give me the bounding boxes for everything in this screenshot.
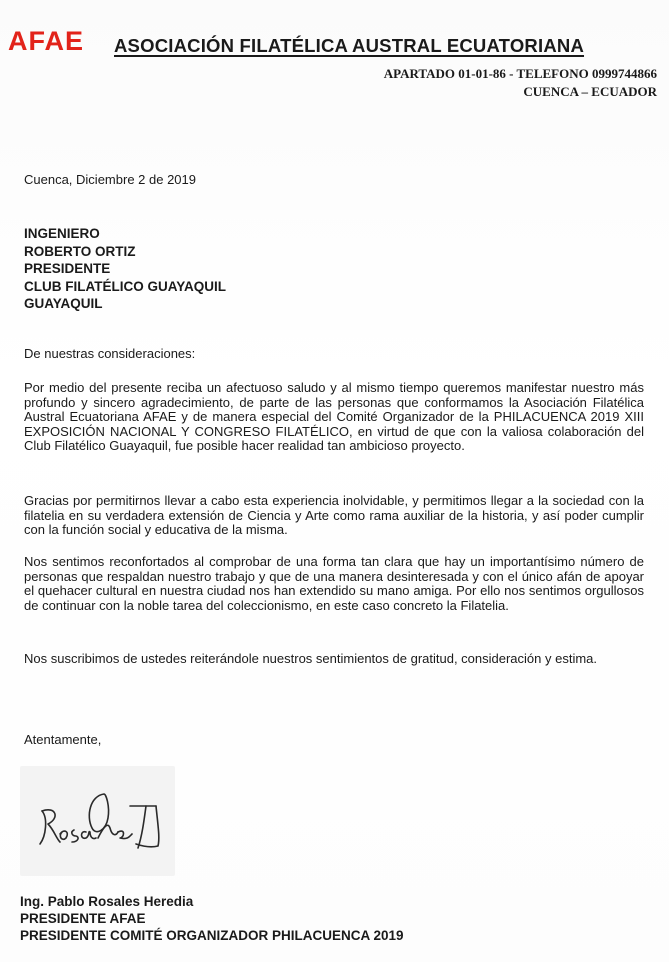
body-paragraph: Nos sentimos reconfortados al comprobar de una forma tan clara que hay un importantísimo número de personas que respaldan nuestro trabajo y que de una manera desinteresada y con el único afán de apoyar el quehacer cultural en nuestra ciudad nos han extendido su mano amiga. Por ello nos sentimos orgullosos de continuar con la noble tarea del coleccionismo, en este caso concreto la Filatelia. bbox=[24, 554, 644, 613]
closing: Atentamente, bbox=[24, 732, 102, 747]
signer-block bbox=[20, 893, 404, 944]
signer-title: PRESIDENTE AFAE bbox=[20, 911, 146, 926]
greeting: De nuestras consideraciones: bbox=[24, 346, 196, 361]
signer-name: Ing. Pablo Rosales Heredia bbox=[20, 894, 194, 909]
letter-date: Cuenca, Diciembre 2 de 2019 bbox=[24, 172, 196, 187]
handwritten-signature bbox=[20, 766, 175, 876]
body-paragraph: Nos suscribimos de ustedes reiterándole nuestros sentimientos de gratitud, consideración y estima. bbox=[24, 651, 598, 666]
recipient-line: INGENIERO bbox=[24, 226, 100, 241]
organization-name: ASOCIACIÓN FILATÉLICA AUSTRAL ECUATORIANA bbox=[114, 35, 585, 56]
signature-icon bbox=[20, 766, 175, 876]
body-paragraph: Por medio del presente reciba un afectuoso saludo y al mismo tiempo queremos manifestar nuestro más profundo y sincero agradecimiento, de parte de las personas que conformamos la Asociación Filatélica Austral Ecuatoriana AFAE y de manera especial del Comité Organizador de la PHILACUENCA 2019 XIII EXPOSICIÓN NACIONAL Y CONGRESO FILATÉLICO, en virtud de que con la valiosa colaboración del Club Filatélico Guayaquil, fue posible hacer realidad tan ambicioso proyecto. bbox=[24, 380, 644, 454]
recipient-line: GUAYAQUIL bbox=[24, 296, 103, 311]
signer-title: PRESIDENTE COMITÉ ORGANIZADOR PHILACUENCA 2019 bbox=[20, 928, 404, 943]
contact-city: CUENCA – ECUADOR bbox=[523, 84, 657, 99]
recipient-line: CLUB FILATÉLICO GUAYAQUIL bbox=[24, 278, 227, 294]
recipient-block bbox=[24, 225, 644, 313]
recipient-line: ROBERTO ORTIZ bbox=[24, 243, 136, 259]
recipient-line: PRESIDENTE bbox=[24, 261, 111, 276]
afae-logo: AFAE bbox=[8, 26, 85, 56]
letterhead bbox=[8, 26, 663, 106]
body-paragraph: Gracias por permitirnos llevar a cabo esta experiencia inolvidable, y permitimos llegar a la sociedad con la filatelia en su verdadera extensión de Ciencia y Arte como rama auxiliar de la historia, y así poder cumplir con la función social y educativa de la misma. bbox=[24, 493, 644, 538]
contact-address-phone: APARTADO 01-01-86 - TELEFONO 0999744866 bbox=[383, 66, 657, 81]
